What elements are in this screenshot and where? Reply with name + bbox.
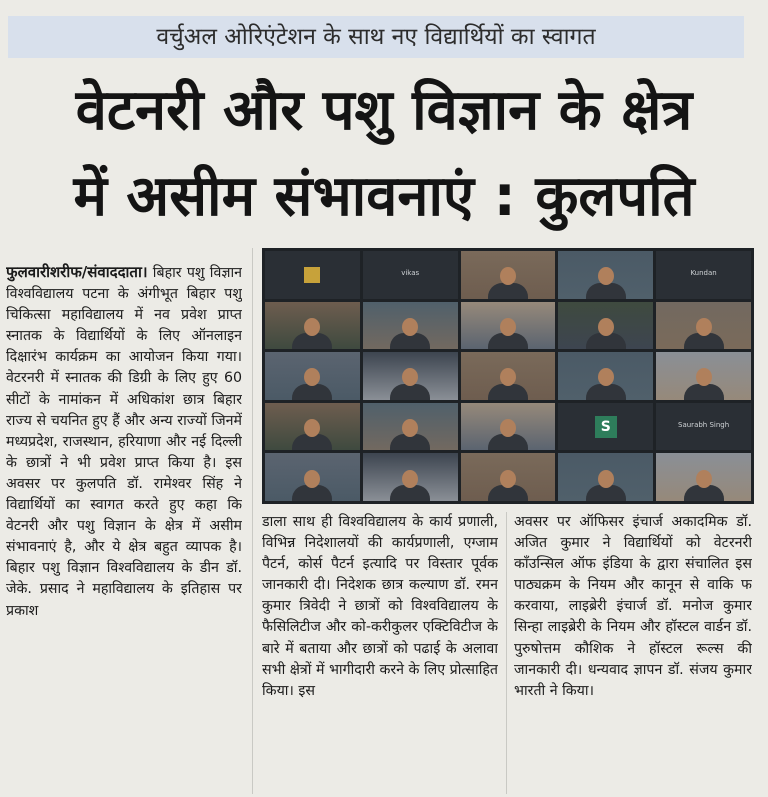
participant-tile — [461, 251, 556, 299]
participant-head — [500, 419, 516, 437]
participant-tile — [265, 352, 360, 400]
participant-tile — [656, 403, 751, 451]
participant-tile — [558, 251, 653, 299]
participant-name: Kundan — [690, 268, 717, 277]
participant-head — [402, 318, 418, 336]
participant-body — [586, 384, 626, 400]
dateline: फुलवारीशरीफ/संवाददाता। — [6, 263, 148, 281]
participant-tile — [363, 302, 458, 350]
participant-tile — [461, 453, 556, 501]
participant-head — [696, 470, 712, 488]
column-1-text: बिहार पशु विज्ञान विश्वविद्यालय पटना के अंगीभूत बिहार पशु चिकित्सा महाविद्यालय में नव प्रवेश प्राप्त स्नातक के विद्यार्थियों के लिए ऑनलाइन दिक्षारंभ कार्यक्रम का आयोजन किया गया। वेटरनरी में स्नातक की डिग्री के लिए हुए 60 सीटों के नामांकन में अधिकांश छात्र बिहार राज्य से चयनित हुए हैं और अन्य राज्यों जिनमें मध्यप्रदेश, राजस्थान, हरियाणा और नई दिल्ली के छात्रों ने भी प्रवेश प्राप्त किया है। इस अवसर पर कुलपति डॉ. रामेश्वर सिंह ने विद्यार्थियों का स्वागत करते हुए कहा कि वेटनरी और पशु विज्ञान के क्षेत्र में असीम संभावनाएं है, और ये क्षेत्र बहुत व्यापक है। बिहार पशु विज्ञान विश्वविद्यालय के डीन डॉ. जेके. प्रसाद ने महाविद्यालय के इतिहास पर प्रकाश — [6, 265, 242, 619]
column-rule — [252, 248, 253, 794]
headline-line-1: वेटनरी और पशु विज्ञान के क्षेत्र — [75, 78, 693, 143]
participant-tile — [265, 251, 360, 299]
participant-body — [488, 384, 528, 400]
participant-initial: S — [595, 416, 617, 438]
participant-tile — [656, 302, 751, 350]
article-column-3: अवसर पर ऑफिसर इंचार्ज अकादमिक डॉ. अजित कुमार ने विद्यार्थियों को वेटरनरी काँउन्सिल ऑफ इंडिया के द्वारा संचालित इस पाठ्यक्रम के नियम और कानून से वाकि फ करवाया, लाइब्रेरी इंचार्ज डॉ. मनोज कुमार सिन्हा लाइब्रेरी के नियम और हॉस्टल वार्डन डॉ. पुरुषोत्तम कौशिक ने हॉस्टल रूल्स की जानकारी दी। धन्यवाद ज्ञापन डॉ. संजय कुमार भारती ने किया। — [514, 514, 752, 699]
participant-tile — [265, 453, 360, 501]
participant-tile — [461, 403, 556, 451]
participant-body — [390, 384, 430, 400]
participant-head — [402, 470, 418, 488]
participant-head — [598, 318, 614, 336]
participant-tile — [265, 302, 360, 350]
participant-tile — [558, 453, 653, 501]
article-column-2: डाला साथ ही विश्वविद्यालय के कार्य प्रणाली, विभिन्न निदेशालयों की कार्यप्रणाली, एग्जाम पैटर्न, कोर्स पैटर्न इत्यादि पर विस्तार पूर्वक जानकारी दी। निदेशक छात्र कल्याण डॉ. रमन कुमार त्रिवेदी ने छात्रों को विश्वविद्यालय के फैसिलिटीज और को-करीकुलर एक्टिविटीज के बारे में बताया और छात्रों को पढाई के अलावा सभी क्षेत्रों में भागीदारी करने के लिए प्रोत्साहित किया। इस — [262, 514, 498, 699]
participant-head — [696, 318, 712, 336]
video-conference-photo — [262, 248, 754, 504]
kicker-strap: वर्चुअल ओरिएंटेशन के साथ नए विद्यार्थियों का स्वागत — [8, 16, 744, 58]
avatar-icon — [304, 267, 320, 283]
participant-head — [598, 267, 614, 285]
participant-tile — [363, 403, 458, 451]
participant-tile — [363, 251, 458, 299]
participant-tile — [656, 453, 751, 501]
column-rule — [506, 512, 507, 794]
participant-tile — [558, 352, 653, 400]
article-column-1 — [6, 262, 242, 792]
participant-tile — [558, 302, 653, 350]
participant-head — [304, 470, 320, 488]
participant-name: Saurabh Singh — [678, 420, 730, 429]
participant-head — [500, 318, 516, 336]
participant-head — [696, 368, 712, 386]
participant-head — [500, 470, 516, 488]
participant-tile — [265, 403, 360, 451]
participant-name: vikas — [401, 268, 420, 277]
participant-tile — [363, 453, 458, 501]
participant-tile — [656, 352, 751, 400]
participant-body — [684, 384, 724, 400]
participant-head — [598, 470, 614, 488]
participant-tile — [363, 352, 458, 400]
participant-tile — [558, 403, 653, 451]
participant-tile — [656, 251, 751, 299]
headline-line-2: में असीम संभावनाएं : कुलपति — [73, 164, 695, 229]
participant-tile — [461, 352, 556, 400]
participant-body — [292, 384, 332, 400]
participant-tile — [461, 302, 556, 350]
